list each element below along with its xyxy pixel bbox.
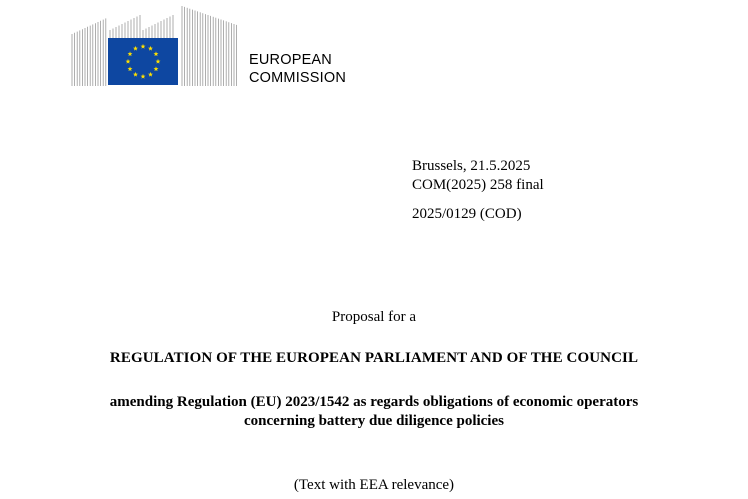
org-name-line1: EUROPEAN	[249, 52, 332, 68]
subtitle-line1: amending Regulation (EU) 2023/1542 as regards obligations of economic operators	[109, 394, 639, 410]
procedure-number: 2025/0129 (COD)	[412, 206, 522, 222]
document-reference: COM(2025) 258 final	[412, 177, 544, 193]
proposal-label: Proposal for a	[331, 309, 417, 325]
document-subtitle	[0, 393, 748, 431]
european-commission-logo	[70, 4, 250, 90]
org-name-line2: COMMISSION	[249, 70, 347, 86]
subtitle-line2: concerning battery due diligence policies	[244, 413, 504, 429]
document-metadata	[412, 157, 544, 224]
document-title: REGULATION OF THE EUROPEAN PARLIAMENT AND OF THE COUNCIL	[109, 350, 639, 366]
place-date: Brussels, 21.5.2025	[412, 158, 531, 174]
eea-relevance-note: (Text with EEA relevance)	[293, 477, 455, 493]
eu-flag-building-icon	[70, 4, 250, 90]
organisation-name	[249, 51, 346, 87]
